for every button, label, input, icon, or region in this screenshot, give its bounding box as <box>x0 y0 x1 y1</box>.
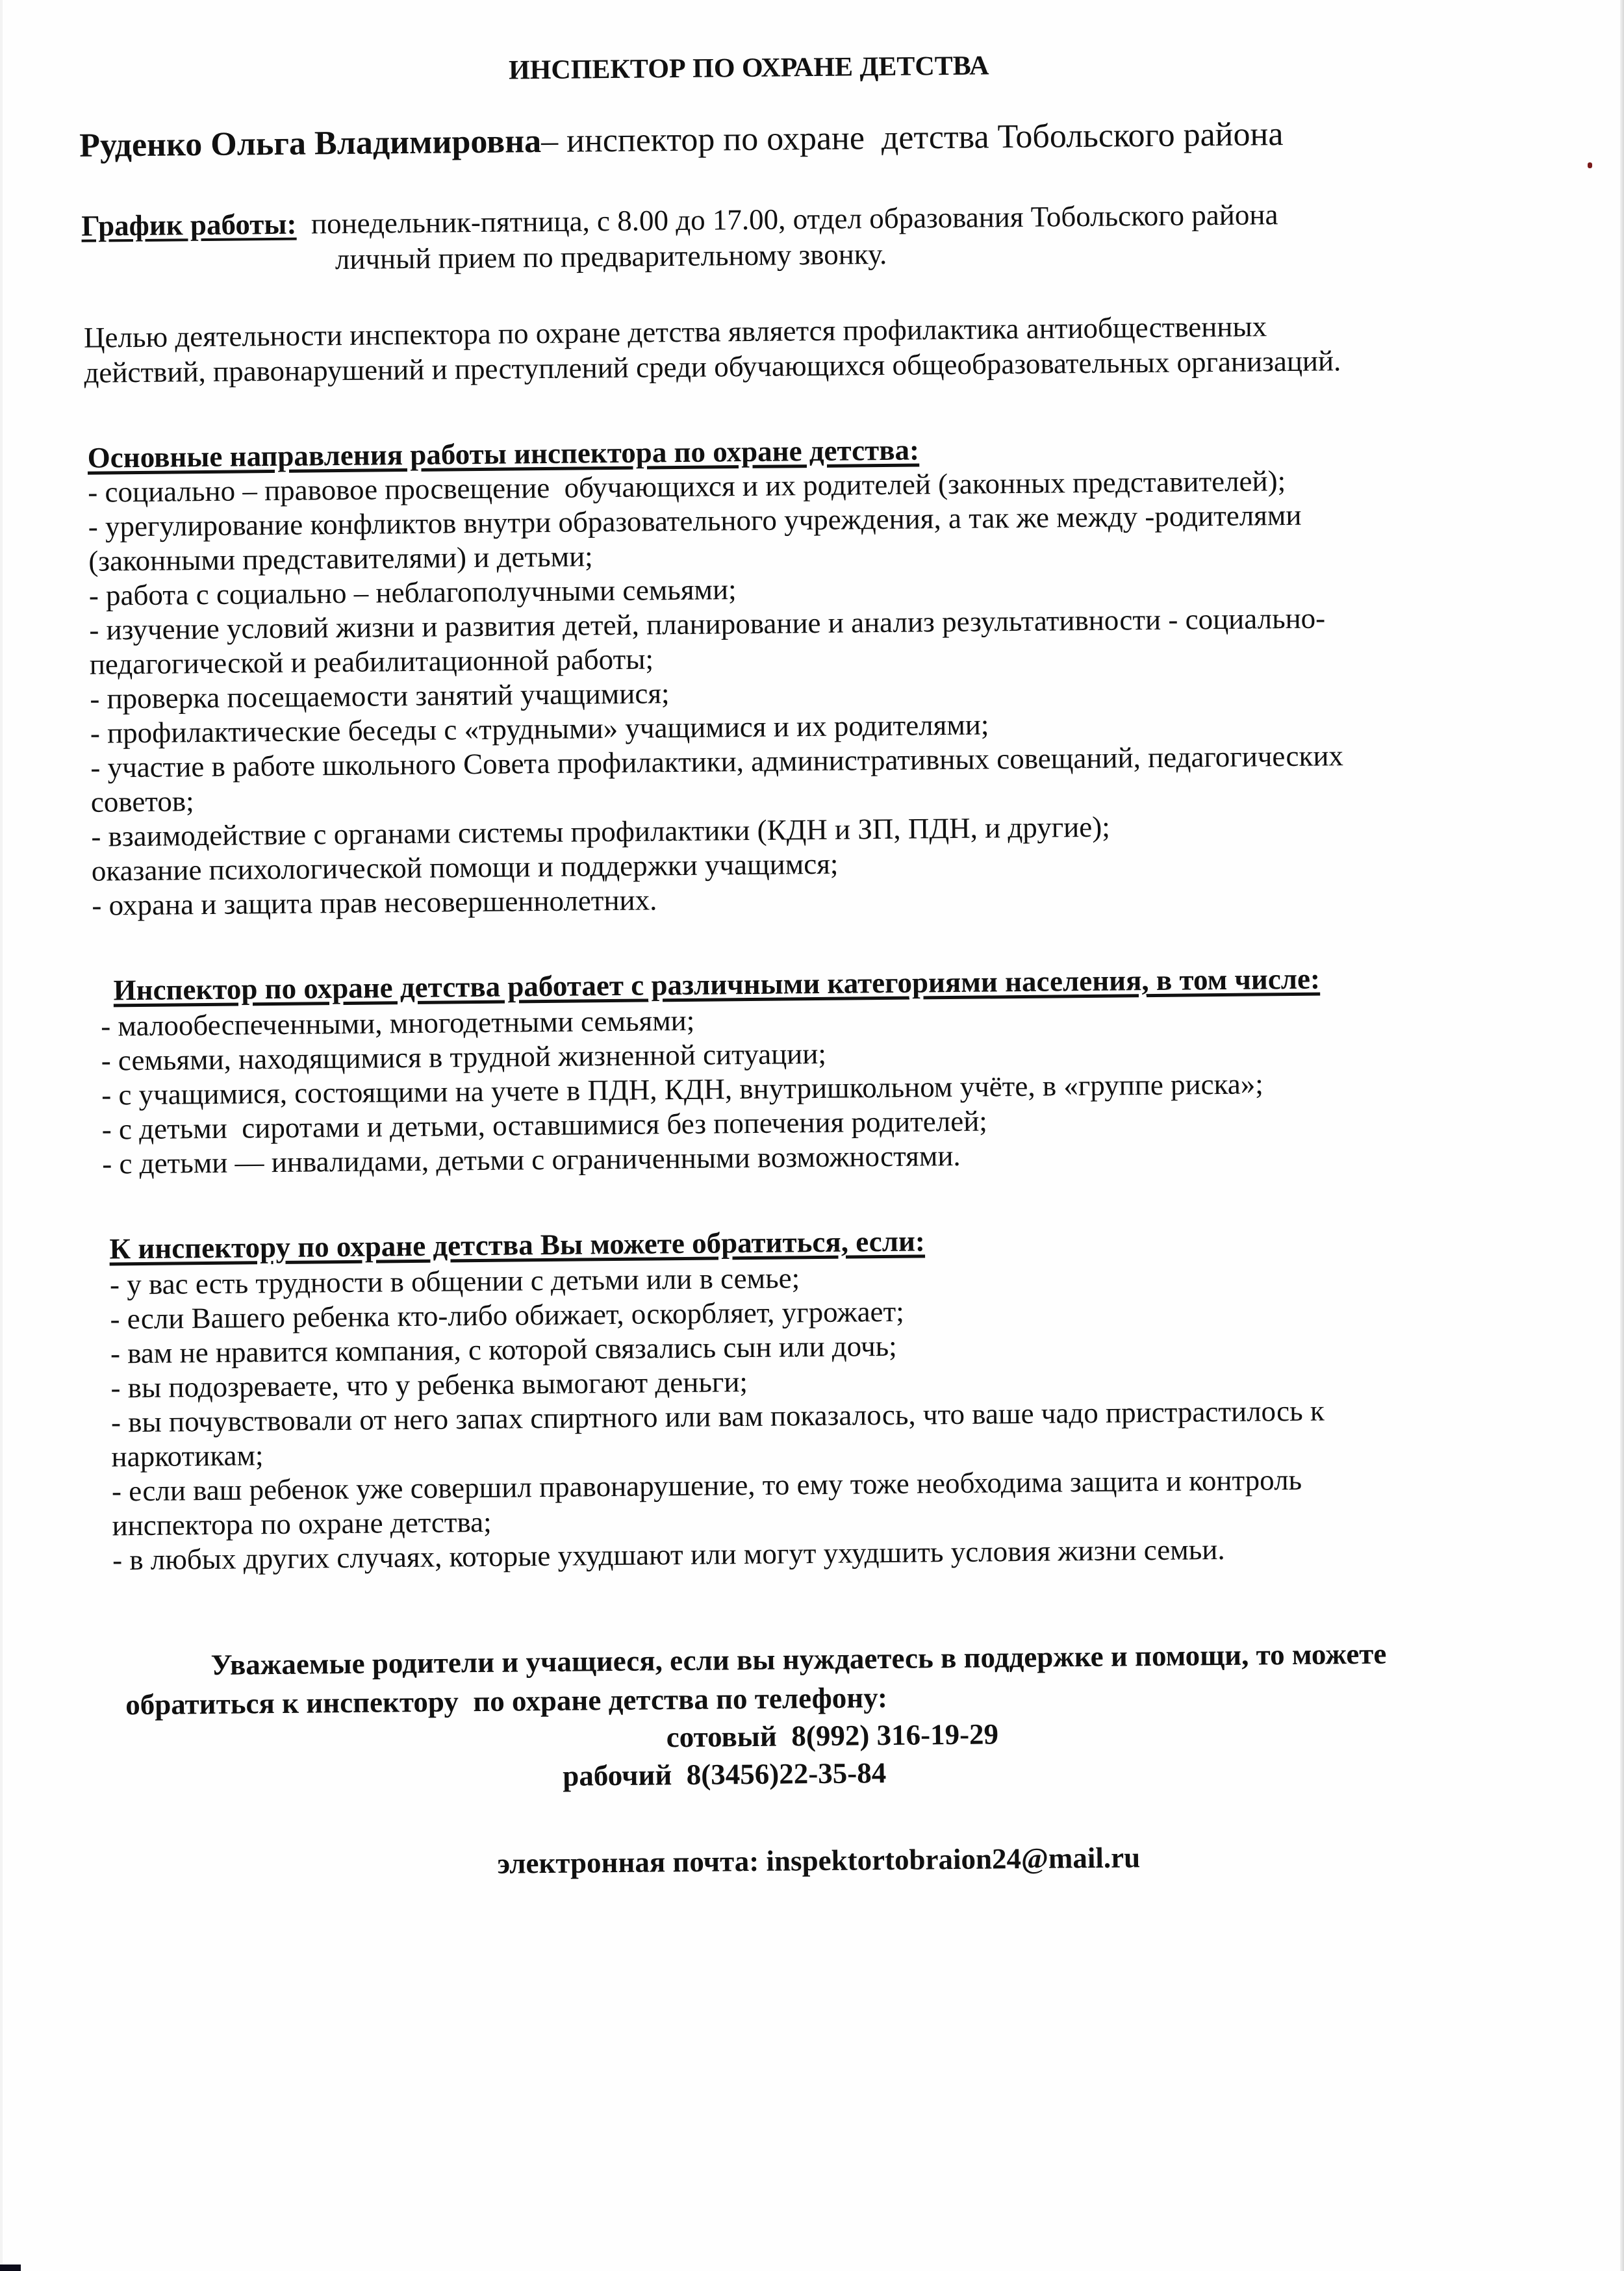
list-item: - социально – правовое просвещение обучающихся и их родителей (законных представителей); <box>88 464 1286 509</box>
scan-edge-left <box>0 0 3 2271</box>
list-item: - с учащимися, состоящими на учете в ПДН, КДН, внутришкольном учёте, в «группе риска»; <box>101 1067 1263 1111</box>
schedule-line <box>81 197 1278 243</box>
list-item: - с детьми сиротами и детьми, оставшимися без попечения родителей; <box>101 1104 988 1146</box>
list-item: - если Вашего ребенка кто-либо обижает, оскорбляет, угрожает; <box>110 1295 904 1336</box>
list-item: - изучение условий жизни и развития детей, планирование и анализ результативности - социально- <box>89 602 1326 646</box>
goal-line-2: действий, правонарушений и преступлений среди обучающихся общеобразовательных организаций. <box>84 344 1341 389</box>
inspector-name: Руденко Ольга Владимировна <box>79 123 542 164</box>
mobile-phone-label: сотовый <box>666 1719 778 1754</box>
inspector-role: – инспектор по охране детства Тобольского района <box>540 116 1284 160</box>
page-title: ИНСПЕКТОР ПО ОХРАНЕ ДЕТСТВА <box>508 51 989 86</box>
email-label: электронная почта: <box>497 1844 759 1880</box>
list-item: - урегулирование конфликтов внутри образовательного учреждения, а так же между -родителями <box>88 498 1302 543</box>
appeal-line-2: обратиться к инспектору по охране детства по телефону: <box>125 1681 888 1721</box>
list-item: (законными представителями) и детьми; <box>88 540 593 577</box>
schedule-label: График работы: <box>81 207 297 242</box>
email-address[interactable]: inspektortobraion24@mail.ru <box>766 1841 1141 1877</box>
goal-line-1: Целью деятельности инспектора по охране детства является профилактика антиобщественных <box>83 310 1267 354</box>
scan-edge-right <box>1620 0 1624 2271</box>
list-item: - с детьми — инвалидами, детьми с ограниченными возможностями. <box>101 1139 961 1180</box>
list-item: - семьями, находящимися в трудной жизненной ситуации; <box>101 1037 827 1077</box>
list-item: - в любых других случаях, которые ухудшают или могут ухудшить условия жизни семьи. <box>112 1533 1225 1577</box>
list-item: - взаимодействие с органами системы профилактики (КДН и ЗП, ПДН, и другие); <box>91 810 1110 853</box>
schedule-hours: понедельник-пятница, с 8.00 до 17.00, отдел образования Тобольского района <box>311 198 1278 240</box>
list-item: - профилактические беседы с «трудными» учащимися и их родителями; <box>90 708 989 750</box>
list-item: оказание психологической помощи и поддержки учащимся; <box>91 847 839 887</box>
work-phone <box>563 1756 886 1793</box>
section-heading-when-to-contact: К инспектору по охране детства Вы можете обратиться, если: <box>109 1224 926 1265</box>
email-line <box>497 1840 1140 1880</box>
list-item: - у вас есть трудности в общении с детьми или в семье; <box>109 1262 800 1301</box>
appeal-line-1: Уважаемые родители и учащиеся, если вы нуждаетесь в поддержке и помощи, то можете <box>210 1637 1387 1682</box>
list-item: - работа с социально – неблагополучными семьями; <box>88 573 737 612</box>
mobile-phone-number[interactable]: 8(992) 316-19-29 <box>791 1718 999 1753</box>
section-heading-categories: Инспектор по охране детства работает с различными категориями населения, в том числе: <box>113 962 1321 1007</box>
list-item: - проверка посещаемости занятий учащимися; <box>90 677 670 715</box>
list-item: - вы подозреваете, что у ребенка вымогают деньги; <box>110 1365 748 1404</box>
list-item: - вам не нравится компания, с которой связались сын или дочь; <box>110 1329 897 1370</box>
list-item: - охрана и защита прав несовершеннолетних. <box>92 883 657 922</box>
section-heading-directions: Основные направления работы инспектора по охране детства: <box>87 433 920 474</box>
mobile-phone <box>666 1717 998 1754</box>
inspector-name-line <box>79 118 1284 163</box>
scan-speck <box>1588 162 1592 168</box>
list-item: - вы почувствовали от него запах спиртного или вам показалось, что ваше чадо пристрастилось к <box>110 1394 1325 1439</box>
list-item: педагогической и реабилитационной работы; <box>89 642 654 681</box>
scan-corner-mark <box>0 2265 21 2271</box>
list-item: - малообеспеченными, многодетными семьями; <box>100 1004 695 1043</box>
list-item: - участие в работе школьного Совета профилактики, административных совещаний, педагогических <box>90 739 1344 784</box>
work-phone-label: рабочий <box>563 1758 672 1792</box>
schedule-appointment: личный прием по предварительному звонку. <box>335 237 887 276</box>
work-phone-number[interactable]: 8(3456)22-35-84 <box>686 1757 887 1791</box>
list-item: - если ваш ребенок уже совершил правонарушение, то ему тоже необходима защита и контроль <box>111 1463 1302 1508</box>
list-item: наркотикам; <box>111 1439 264 1473</box>
list-item: инспектора по охране детства; <box>112 1505 492 1542</box>
list-item: советов; <box>90 785 194 818</box>
